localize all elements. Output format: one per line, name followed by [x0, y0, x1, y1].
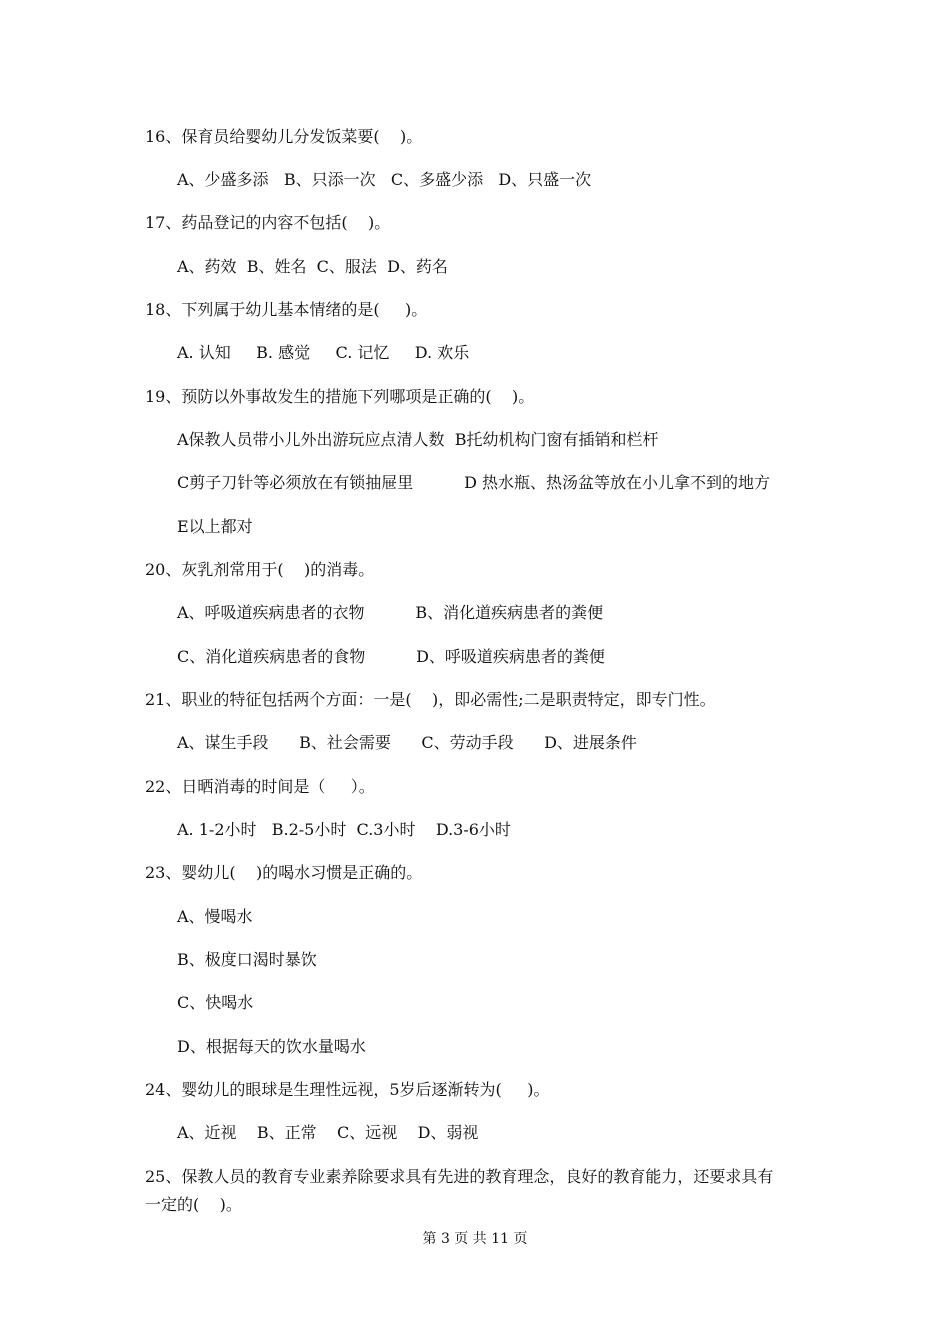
question-20-options-line-2: C、消化道疾病患者的食物 D、呼吸道疾病患者的粪便 [177, 647, 605, 666]
question-23: 23、婴幼儿( )的喝水习惯是正确的。 [145, 863, 423, 882]
question-18: 18、下列属于幼儿基本情绪的是( )。 [145, 300, 428, 319]
question-17-options: A、药效 B、姓名 C、服法 D、药名 [177, 257, 448, 276]
question-20-options-line-1: A、呼吸道疾病患者的衣物 B、消化道疾病患者的粪便 [177, 603, 604, 622]
question-18-options: A. 认知 B. 感觉 C. 记忆 D. 欢乐 [177, 343, 470, 362]
page-footer: 第 3 页 共 11 页 [422, 1231, 528, 1247]
question-23-option-b: B、极度口渴时暴饮 [177, 950, 317, 969]
question-19-options-line-1: A保教人员带小儿外出游玩应点清人数 B托幼机构门窗有插销和栏杆 [177, 430, 659, 449]
question-25: 25、保教人员的教育专业素养除要求具有先进的教育理念，良好的教育能力，还要求具有 [145, 1167, 774, 1186]
question-22-options: A. 1-2小时 B.2-5小时 C.3小时 D.3-6小时 [177, 820, 511, 839]
question-24: 24、婴幼儿的眼球是生理性远视，5岁后逐渐转为( )。 [145, 1080, 550, 1099]
question-17: 17、药品登记的内容不包括( )。 [145, 213, 391, 232]
question-19: 19、预防以外事故发生的措施下列哪项是正确的( )。 [145, 387, 535, 406]
question-21-options: A、谋生手段 B、社会需要 C、劳动手段 D、进展条件 [177, 733, 637, 752]
question-23-option-c: C、快喝水 [177, 993, 254, 1012]
question-23-option-a: A、慢喝水 [177, 907, 253, 926]
question-21: 21、职业的特征包括两个方面：一是( )，即必需性;二是职责特定，即专门性。 [145, 690, 716, 709]
question-22: 22、日晒消毒的时间是（ ）。 [145, 777, 375, 796]
question-20: 20、灰乳剂常用于( )的消毒。 [145, 560, 375, 579]
question-16-options: A、少盛多添 B、只添一次 C、多盛少添 D、只盛一次 [177, 170, 592, 189]
question-23-option-d: D、根据每天的饮水量喝水 [177, 1037, 366, 1056]
question-24-options: A、近视 B、正常 C、远视 D、弱视 [177, 1123, 479, 1142]
question-19-options-line-3: E以上都对 [177, 517, 253, 536]
question-25-continuation: 一定的( )。 [145, 1195, 242, 1214]
question-19-options-line-2: C剪子刀针等必须放在有锁抽屉里 D 热水瓶、热汤盆等放在小儿拿不到的地方 [177, 473, 771, 492]
question-16: 16、保育员给婴幼儿分发饭菜要( )。 [145, 127, 423, 146]
